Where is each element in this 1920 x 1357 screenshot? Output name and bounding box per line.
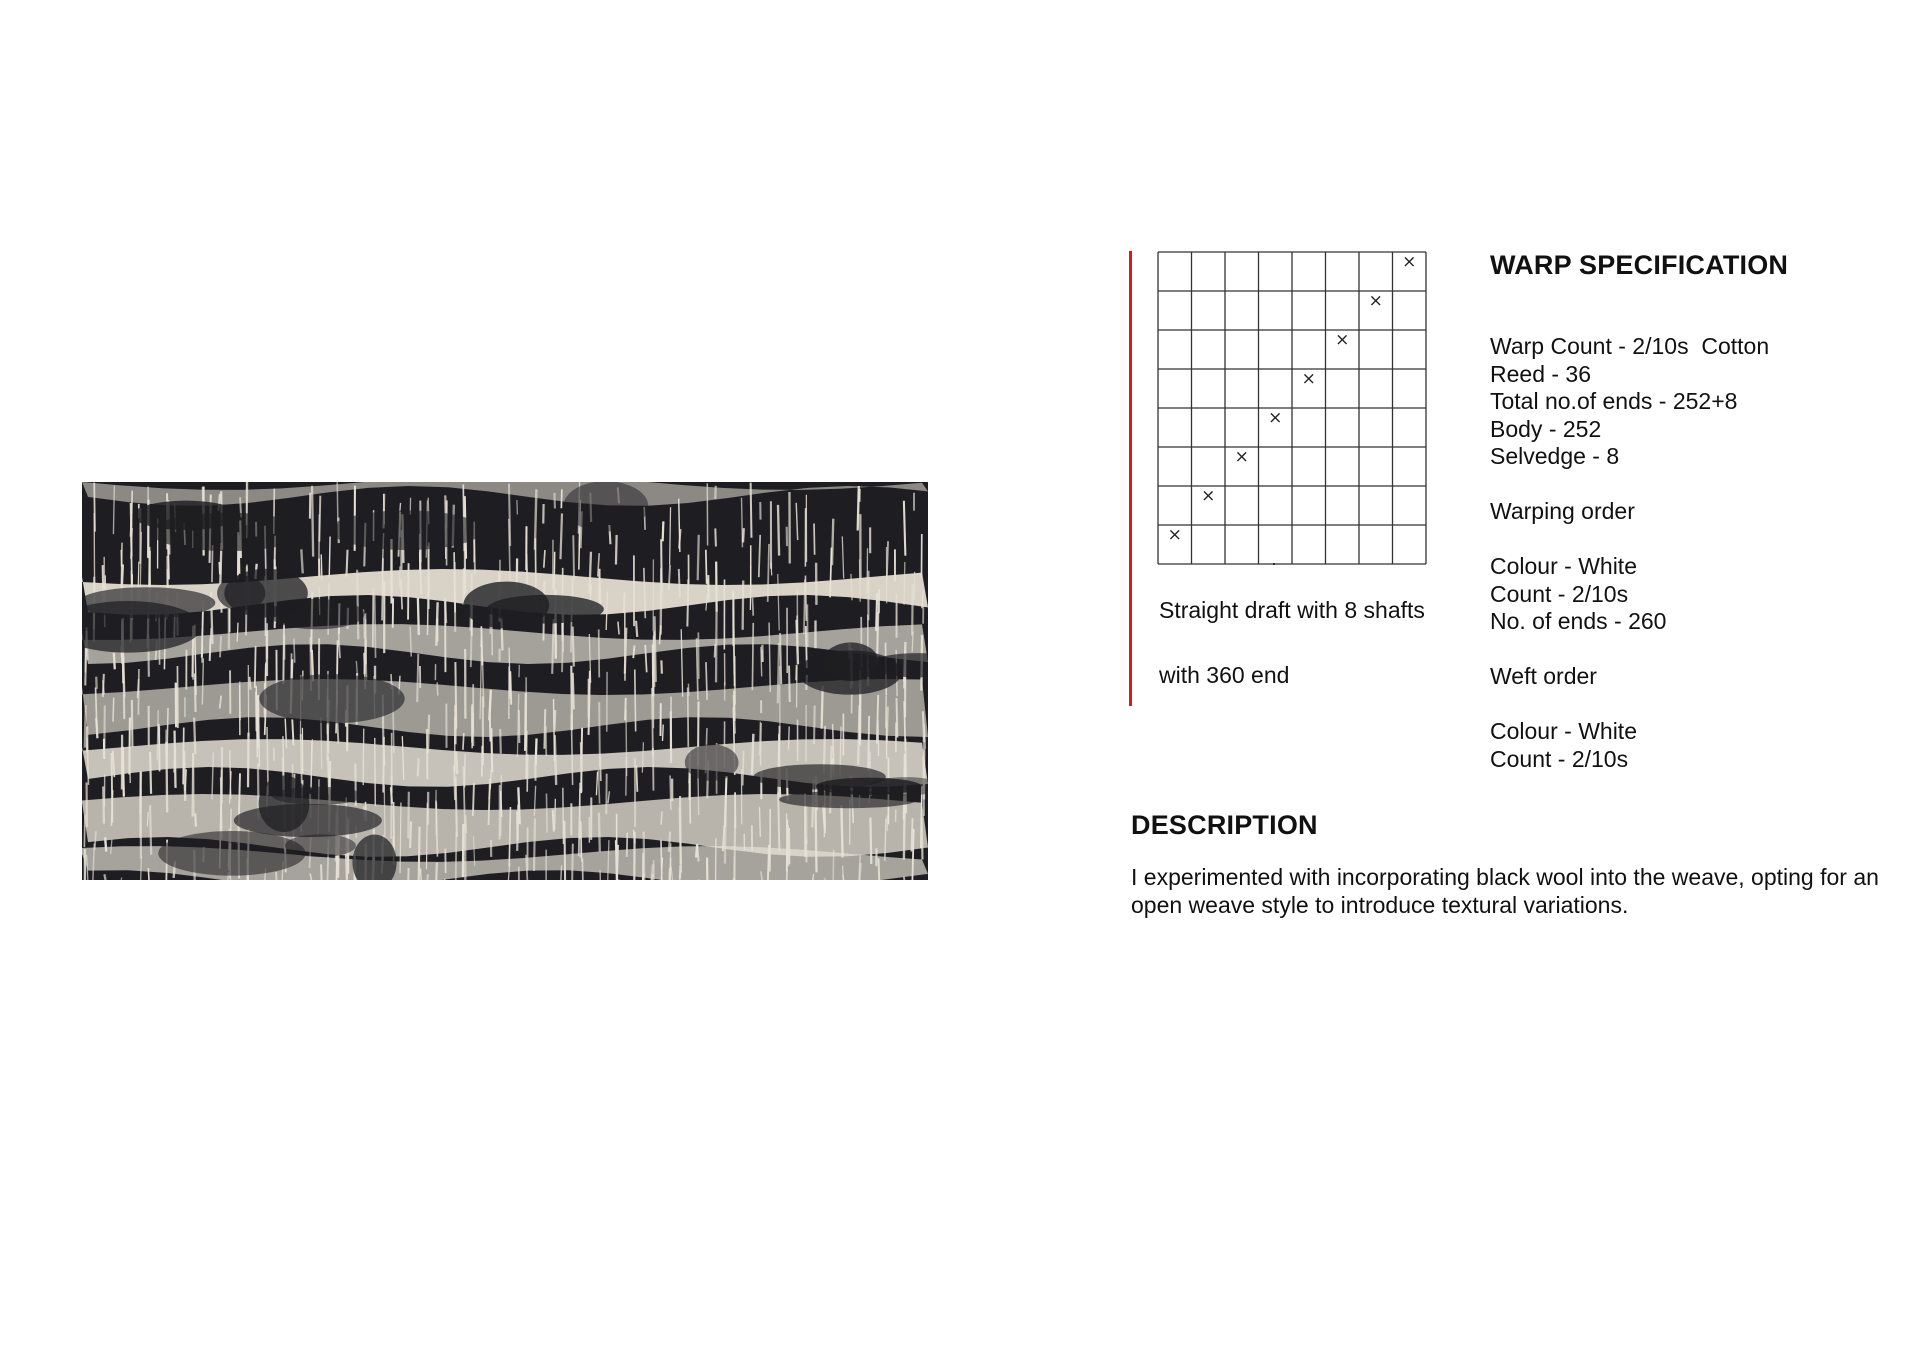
fabric-warp-thread xyxy=(833,850,834,880)
fabric-warp-thread xyxy=(346,550,347,577)
fabric-warp-thread xyxy=(635,669,636,731)
fabric-warp-thread xyxy=(437,682,438,695)
fabric-warp-thread xyxy=(823,806,824,829)
fabric-warp-thread xyxy=(489,690,490,720)
fabric-warp-thread xyxy=(114,653,115,670)
fabric-wool-patch xyxy=(158,831,305,876)
draft-mark: × xyxy=(1201,486,1216,506)
fabric-warp-thread xyxy=(192,753,193,817)
fabric-warp-thread xyxy=(743,528,744,542)
fabric-warp-thread xyxy=(465,754,466,787)
fabric-warp-thread xyxy=(283,623,284,684)
fabric-warp-thread xyxy=(616,535,617,565)
fabric-warp-thread xyxy=(788,726,789,749)
spec-line: Colour - White xyxy=(1490,553,1637,579)
fabric-warp-thread xyxy=(445,597,446,623)
fabric-warp-thread xyxy=(500,729,501,753)
draft-mark: × xyxy=(1335,330,1350,350)
fabric-warp-thread xyxy=(572,844,573,880)
fabric-warp-thread xyxy=(185,769,186,791)
fabric-warp-thread xyxy=(706,662,707,700)
fabric-warp-thread xyxy=(878,858,879,880)
fabric-warp-thread xyxy=(661,811,662,824)
fabric-warp-thread xyxy=(573,627,574,667)
fabric-warp-thread xyxy=(113,486,114,534)
description-text: I experimented with incorporating black wool into the weave, opting for an open weave style to introduce textural variations. xyxy=(1131,864,1879,918)
spec-line xyxy=(1490,471,1769,499)
fabric-warp-thread xyxy=(679,529,680,548)
fabric-warp-thread xyxy=(742,498,743,548)
fabric-warp-thread xyxy=(436,863,437,880)
fabric-warp-thread xyxy=(760,807,761,836)
fabric-warp-thread xyxy=(669,832,670,852)
fabric-warp-thread xyxy=(761,871,762,880)
fabric-warp-thread xyxy=(816,804,817,872)
fabric-warp-thread xyxy=(923,711,924,742)
fabric-warp-thread xyxy=(428,715,429,753)
fabric-warp-thread xyxy=(363,729,364,786)
fabric-warp-thread xyxy=(626,709,627,776)
fabric-warp-thread xyxy=(525,693,526,751)
warp-specification-list xyxy=(1490,333,1769,773)
fabric-warp-thread xyxy=(696,845,697,858)
fabric-warp-thread xyxy=(220,636,221,657)
fabric-warp-thread xyxy=(778,505,779,556)
fabric-warp-thread xyxy=(636,621,637,637)
fabric-warp-thread xyxy=(113,698,114,722)
fabric-warp-thread xyxy=(312,739,313,767)
fabric-warp-thread xyxy=(904,562,905,605)
fabric-warp-thread xyxy=(759,722,760,756)
fabric-wool-patch xyxy=(463,582,549,629)
fabric-warp-thread xyxy=(778,643,779,703)
fabric-warp-thread xyxy=(599,629,600,677)
spec-line: Warping order xyxy=(1490,498,1635,524)
fabric-warp-thread xyxy=(661,539,662,592)
draft-mark: × xyxy=(1301,369,1316,389)
fabric-warp-thread xyxy=(456,752,457,774)
fabric-warp-thread xyxy=(670,775,671,809)
draft-mark: × xyxy=(1368,291,1383,311)
fabric-warp-thread xyxy=(652,874,653,880)
fabric-wool-patch xyxy=(259,674,404,723)
fabric-warp-thread xyxy=(518,787,519,824)
fabric-warp-thread xyxy=(553,810,554,832)
fabric-warp-thread xyxy=(715,644,716,658)
draft-caption-line-2: with 360 end xyxy=(1159,662,1290,688)
fabric-warp-thread xyxy=(544,709,545,749)
spec-line: Count - 2/10s xyxy=(1490,580,1629,607)
spec-line: Weft order xyxy=(1490,663,1597,689)
fabric-warp-thread xyxy=(491,728,492,772)
fabric-wool-patch xyxy=(823,642,879,681)
fabric-warp-thread xyxy=(627,833,628,857)
spec-line: Warp Count - 2/10s Cotton xyxy=(1490,333,1770,359)
fabric-warp-thread xyxy=(624,592,625,613)
fabric-warp-thread xyxy=(375,595,376,658)
fabric-warp-thread xyxy=(743,581,744,630)
fabric-warp-thread xyxy=(554,552,555,590)
fabric-warp-thread xyxy=(175,731,176,788)
fabric-warp-thread xyxy=(546,794,547,833)
fabric-warp-thread xyxy=(561,865,562,880)
fabric-warp-thread xyxy=(887,541,888,580)
fabric-warp-thread xyxy=(813,874,814,880)
fabric-warp-thread xyxy=(500,775,501,835)
fabric-warp-thread xyxy=(679,569,680,597)
fabric-warp-thread xyxy=(600,754,601,781)
fabric-warp-thread xyxy=(157,710,158,760)
spec-line: Count - 2/10s xyxy=(1490,745,1629,772)
fabric-warp-thread xyxy=(822,686,823,729)
spec-line: Colour - White xyxy=(1490,718,1637,744)
fabric-warp-thread xyxy=(571,666,572,730)
fabric-warp-thread xyxy=(312,486,313,557)
fabric-warp-thread xyxy=(768,845,769,880)
fabric-warp-thread xyxy=(427,874,428,880)
fabric-warp-thread xyxy=(555,799,556,830)
fabric-warp-thread xyxy=(680,870,681,880)
fabric-warp-thread xyxy=(150,805,151,855)
fabric-warp-thread xyxy=(337,721,338,744)
description-title: DESCRIPTION xyxy=(1131,810,1318,840)
draft-mark: × xyxy=(1268,408,1283,428)
fabric-warp-thread xyxy=(301,549,302,573)
fabric-warp-thread xyxy=(122,564,123,590)
fabric-warp-thread xyxy=(96,718,97,738)
fabric-warp-thread xyxy=(510,671,511,704)
fabric-warp-thread xyxy=(321,554,322,580)
fabric-warp-thread xyxy=(734,817,735,880)
fabric-warp-thread xyxy=(237,623,238,642)
fabric-warp-thread xyxy=(669,565,670,590)
fabric-warp-thread xyxy=(104,874,105,880)
fabric-warp-thread xyxy=(563,788,564,844)
draft-mark: × xyxy=(1167,525,1182,545)
fabric-warp-thread xyxy=(220,562,221,574)
fabric-warp-thread xyxy=(195,673,196,712)
fabric-warp-thread xyxy=(249,677,250,690)
fabric-warp-thread xyxy=(680,796,681,864)
fabric-warp-thread xyxy=(752,734,753,775)
fabric-warp-thread xyxy=(555,710,556,730)
fabric-warp-thread xyxy=(633,645,634,658)
draft-mark: × xyxy=(1234,447,1249,467)
fabric-warp-thread xyxy=(399,566,400,587)
spec-line xyxy=(1490,636,1769,664)
fabric-warp-thread xyxy=(195,813,196,826)
draft-caption-line-1: Straight draft with 8 shafts xyxy=(1159,597,1425,623)
fabric-wool-patch xyxy=(563,482,648,532)
fabric-warp-thread xyxy=(804,579,805,634)
draft-grid xyxy=(1157,251,1429,567)
fabric-warp-thread xyxy=(465,815,466,833)
fabric-warp-thread xyxy=(870,818,871,864)
fabric-warp-thread xyxy=(912,584,913,636)
fabric-warp-thread xyxy=(517,500,518,514)
fabric-warp-thread xyxy=(868,716,869,771)
fabric-warp-thread xyxy=(778,792,779,851)
fabric-warp-thread xyxy=(599,813,600,852)
fabric-warp-thread xyxy=(904,876,905,880)
fabric-warp-thread xyxy=(652,688,653,756)
spec-line: Reed - 36 xyxy=(1490,360,1592,387)
fabric-warp-thread xyxy=(573,535,574,579)
fabric-warp-thread xyxy=(456,832,457,880)
fabric-warp-thread xyxy=(420,868,421,880)
fabric-warp-thread xyxy=(418,598,419,635)
fabric-warp-thread xyxy=(752,598,753,616)
fabric-warp-thread xyxy=(321,864,322,880)
fabric-warp-thread xyxy=(715,486,716,499)
fabric-warp-thread xyxy=(455,562,456,632)
fabric-warp-thread xyxy=(410,821,411,848)
fabric-warp-thread xyxy=(896,698,897,737)
fabric-sample-image xyxy=(82,482,928,880)
fabric-warp-thread xyxy=(600,577,601,609)
fabric-warp-thread xyxy=(319,514,320,577)
fabric-warp-thread xyxy=(706,550,707,584)
spec-line xyxy=(1490,691,1769,719)
fabric-warp-thread xyxy=(561,489,562,508)
fabric-warp-thread xyxy=(687,579,688,626)
fabric-warp-thread xyxy=(560,513,561,559)
fabric-warp-thread xyxy=(373,588,374,647)
fabric-warp-thread xyxy=(832,519,833,565)
fabric-warp-thread xyxy=(85,705,86,748)
fabric-warp-thread xyxy=(743,751,744,786)
fabric-warp-thread xyxy=(419,827,420,880)
fabric-warp-thread xyxy=(536,738,537,765)
fabric-warp-thread xyxy=(663,521,664,541)
fabric-warp-thread xyxy=(84,815,85,847)
fabric-wool-patch xyxy=(132,501,239,530)
fabric-warp-thread xyxy=(94,483,95,532)
fabric-warp-thread xyxy=(328,725,329,754)
fabric-wool-patch xyxy=(685,744,739,781)
fabric-warp-thread xyxy=(131,524,132,591)
fabric-warp-thread xyxy=(408,792,409,839)
fabric-warp-thread xyxy=(581,728,582,793)
fabric-warp-thread xyxy=(292,719,293,745)
spec-line: Selvedge - 8 xyxy=(1490,443,1620,469)
fabric-warp-thread xyxy=(463,733,464,750)
fabric-warp-thread xyxy=(418,758,419,776)
fabric-warp-thread xyxy=(716,611,717,683)
spec-line: Total no.of ends - 252+8 xyxy=(1490,388,1738,414)
fabric-warp-thread xyxy=(129,717,130,774)
fabric-warp-thread xyxy=(843,875,844,880)
fabric-warp-thread xyxy=(534,818,535,871)
fabric-warp-thread xyxy=(103,674,104,697)
fabric-warp-thread xyxy=(400,803,401,874)
fabric-warp-thread xyxy=(625,628,626,674)
fabric-warp-thread xyxy=(789,666,790,702)
fabric-wool-patch xyxy=(259,776,310,832)
fabric-warp-thread xyxy=(552,619,553,674)
fabric-warp-thread xyxy=(255,646,256,688)
spec-line: Body - 252 xyxy=(1490,415,1602,442)
fabric-wool-patch xyxy=(82,587,215,618)
fabric-warp-thread xyxy=(456,777,457,837)
fabric-warp-thread xyxy=(337,482,338,523)
fabric-warp-thread xyxy=(417,654,418,702)
spec-line xyxy=(1490,526,1769,554)
fabric-warp-thread xyxy=(141,856,142,880)
fabric-warp-thread xyxy=(384,785,385,840)
fabric-wool-patch xyxy=(330,510,483,550)
fabric-warp-thread xyxy=(294,638,295,662)
fabric-warp-thread xyxy=(636,765,637,791)
warp-specification-title: WARP SPECIFICATION xyxy=(1490,250,1789,280)
fabric-warp-thread xyxy=(544,550,545,568)
fabric-warp-thread xyxy=(436,602,437,645)
fabric-warp-thread xyxy=(148,868,149,880)
fabric-warp-thread xyxy=(573,673,574,710)
spec-line: No. of ends - 260 xyxy=(1490,608,1667,634)
fabric-warp-thread xyxy=(132,700,133,747)
fabric-warp-thread xyxy=(329,537,330,578)
fabric-warp-thread xyxy=(408,563,409,619)
fabric-warp-thread xyxy=(546,726,547,756)
fabric-warp-thread xyxy=(580,831,581,858)
fabric-warp-thread xyxy=(751,483,752,538)
fabric-warp-thread xyxy=(726,781,727,813)
fabric-warp-thread xyxy=(878,720,879,756)
fabric-wool-patch xyxy=(779,791,918,808)
fabric-warp-thread xyxy=(159,724,160,771)
fabric-warp-thread xyxy=(121,878,122,880)
draft-dot xyxy=(1273,563,1275,565)
fabric-warp-thread xyxy=(841,805,842,857)
fabric-warp-thread xyxy=(473,783,474,816)
fabric-warp-thread xyxy=(698,535,699,580)
fabric-warp-thread xyxy=(481,631,482,647)
accent-rule xyxy=(1129,251,1132,706)
fabric-warp-thread xyxy=(375,738,376,806)
fabric-warp-thread xyxy=(581,821,582,862)
fabric-warp-thread xyxy=(752,623,753,690)
fabric-warp-thread xyxy=(715,528,716,546)
fabric-warp-thread xyxy=(661,660,662,673)
fabric-warp-thread xyxy=(662,725,663,741)
fabric-warp-thread xyxy=(814,524,815,555)
fabric-warp-thread xyxy=(150,752,151,794)
fabric-warp-thread xyxy=(921,786,922,849)
draft-mark: × xyxy=(1402,252,1417,272)
fabric-warp-thread xyxy=(194,718,195,754)
fabric-warp-thread xyxy=(321,717,322,769)
fabric-warp-thread xyxy=(564,821,565,880)
fabric-warp-thread xyxy=(554,699,555,761)
fabric-warp-thread xyxy=(357,570,358,640)
fabric-warp-thread xyxy=(517,812,518,841)
fabric-warp-thread xyxy=(105,837,106,851)
fabric-wool-patch xyxy=(224,569,307,618)
fabric-warp-thread xyxy=(814,706,815,745)
fabric-warp-thread xyxy=(688,688,689,747)
